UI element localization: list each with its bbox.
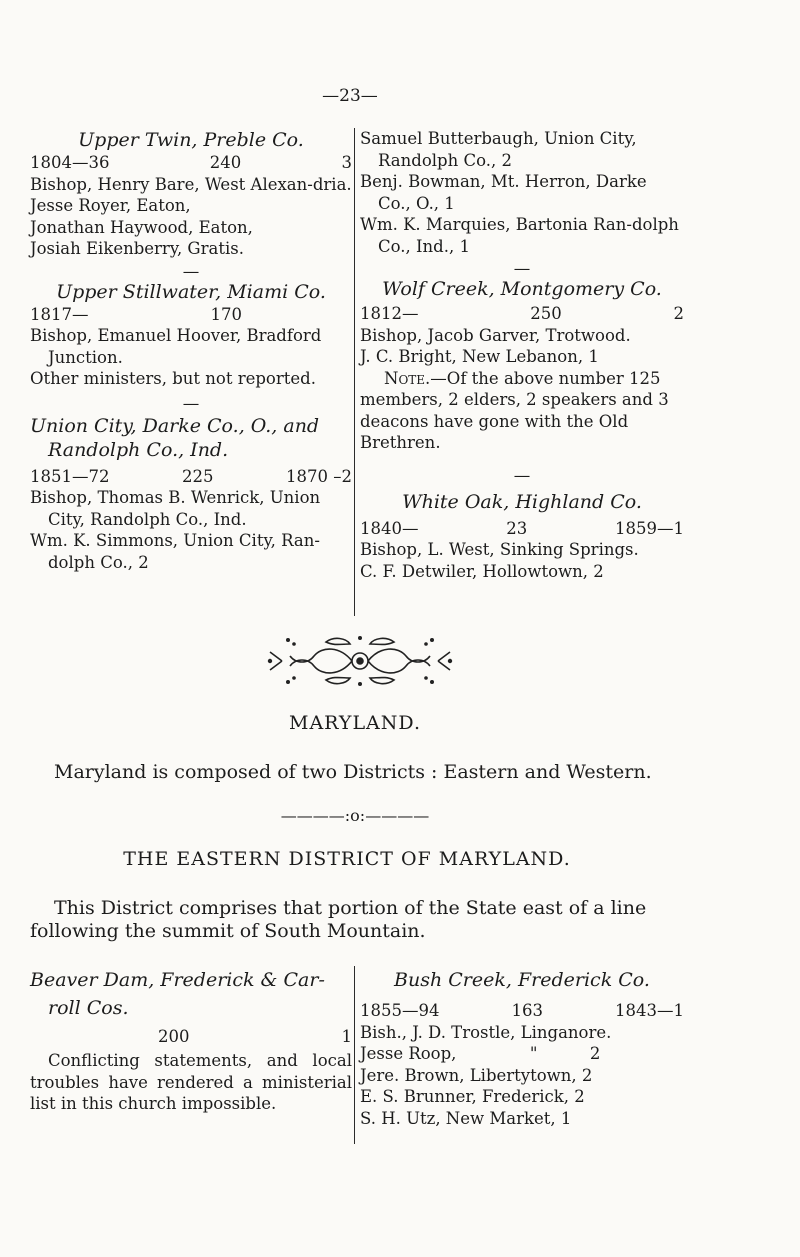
note-paragraph: Conflicting statements, and local troubles have rendered a ministerial list in this church impossible. — [30, 1051, 352, 1113]
left-column-upper — [30, 128, 352, 573]
minister-line: Bishop, Henry Bare, West Alexan-dria. — [30, 174, 352, 194]
church-stats — [360, 518, 684, 540]
stat-members: 163 — [511, 1001, 543, 1020]
left-column-lower — [30, 968, 352, 1115]
section-divider: — — [513, 465, 531, 485]
section-divider: — — [513, 259, 531, 278]
minister-line: Wm. K. Simmons, Union City, Ran-dolph Co., 2 — [30, 531, 320, 572]
minister-line: Bishop, Emanuel Hoover, Bradford Junction. — [30, 326, 322, 367]
minister-line: Jesse Royer, Eaton, — [30, 196, 191, 215]
minister-line: Jere. Brown, Libertytown, 2 — [360, 1065, 593, 1085]
church-title: Union City, Darke Co., O., and — [30, 414, 320, 437]
church-title: Beaver Dam, Frederick & Car- — [30, 969, 325, 991]
minister-line: Jonathan Haywood, Eaton, — [30, 217, 253, 237]
note-text: —Of the above number 125 members, 2 elders, 2 speakers and 3 deacons have gone with the Old Brethren. — [360, 368, 669, 452]
church-title: White Oak, Highland Co. — [402, 490, 642, 513]
stat-extra: 1 — [341, 1027, 352, 1046]
body-text: Maryland is composed of two Districts : Eastern and Western. — [54, 761, 652, 783]
note-label: Note. — [384, 368, 431, 388]
stat-years: 1840— — [360, 518, 419, 538]
separator: ————:o:———— — [280, 806, 430, 825]
minister-line: Bishop, Jacob Garver, Trotwood. — [360, 325, 631, 345]
right-column-lower — [360, 968, 684, 1129]
section-heading: THE EASTERN DISTRICT OF MARYLAND. — [123, 848, 571, 870]
church-title-cont: Randolph Co., Ind. — [48, 438, 229, 461]
church-title: Upper Twin, Preble Co. — [78, 129, 304, 151]
church-stats — [30, 304, 352, 326]
right-column-upper — [360, 128, 684, 582]
stat-years: 1855—94 — [360, 1001, 440, 1020]
section-heading: MARYLAND. — [289, 712, 421, 734]
stat-extra: 1870 –2 — [286, 466, 352, 486]
stat-extra: 2 — [673, 304, 684, 323]
church-stats — [360, 1000, 684, 1022]
stat-years: 1812— — [360, 304, 419, 323]
note-paragraph — [360, 368, 684, 454]
stat-members: 170 — [210, 304, 242, 324]
church-stats — [360, 303, 684, 325]
column-rule — [354, 128, 355, 616]
stat-extra: 1843—1 — [615, 1001, 684, 1020]
minister-line: C. F. Detwiler, Hollowtown, 2 — [360, 561, 604, 581]
minister-line: E. S. Brunner, Frederick, 2 — [360, 1087, 585, 1106]
church-title: Wolf Creek, Montgomery Co. — [382, 278, 662, 300]
minister-line: Bishop, L. West, Sinking Springs. — [360, 540, 639, 559]
church-stats — [30, 1026, 352, 1050]
page-number: —23— — [322, 86, 378, 106]
minister-line: Bish., J. D. Trostle, Linganore. — [360, 1022, 612, 1042]
stat-extra: 3 — [341, 153, 352, 172]
minister-line: J. C. Bright, New Lebanon, 1 — [360, 347, 599, 366]
minister-line: Josiah Eikenberry, Gratis. — [30, 239, 244, 258]
body-text: This District comprises that portion of the State east of a line — [54, 897, 647, 919]
stat-years: 1804—36 — [30, 153, 110, 172]
minister-line: S. H. Utz, New Market, 1 — [360, 1108, 572, 1128]
section-divider: — — [182, 393, 200, 413]
stat-years: 1817— — [30, 304, 89, 324]
minister-line: Jesse Roop, " 2 — [360, 1044, 601, 1063]
church-title: Upper Stillwater, Miami Co. — [56, 280, 326, 303]
church-stats — [30, 152, 352, 174]
stat-members: 225 — [182, 466, 214, 486]
minister-line: Benj. Bowman, Mt. Herron, Darke Co., O., 1 — [360, 172, 647, 213]
column-rule — [354, 966, 355, 1144]
stat-members: 200 — [158, 1027, 190, 1046]
minister-line: Wm. K. Marquies, Bartonia Ran-dolph Co., Ind., 1 — [360, 215, 679, 256]
stat-extra: 1859—1 — [615, 518, 684, 538]
church-stats — [30, 466, 352, 488]
church-title-cont: roll Cos. — [48, 997, 129, 1019]
minister-line: Other ministers, but not reported. — [30, 369, 316, 388]
minister-line: Bishop, Thomas B. Wenrick, Union City, Randolph Co., Ind. — [30, 488, 321, 529]
decorative-ornament-icon — [262, 632, 458, 690]
stat-members: 250 — [530, 304, 562, 323]
stat-members: 240 — [209, 153, 242, 172]
church-title: Bush Creek, Frederick Co. — [394, 969, 650, 991]
minister-line: Samuel Butterbaugh, Union City, Randolph Co., 2 — [360, 129, 637, 170]
stat-members: 23 — [506, 518, 528, 538]
section-divider: — — [182, 261, 200, 281]
stat-years: 1851—72 — [30, 466, 110, 486]
body-text: following the summit of South Mountain. — [30, 920, 426, 942]
